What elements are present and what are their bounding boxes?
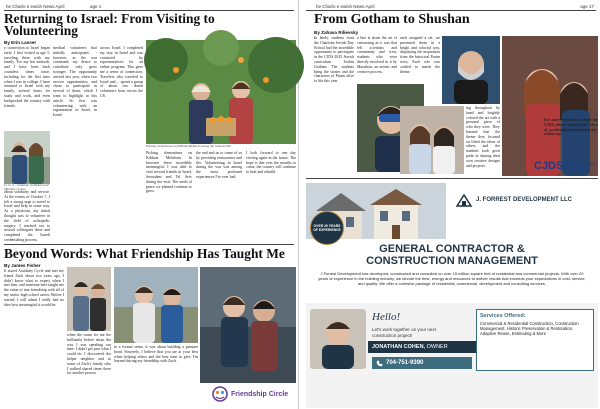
article-headline-line2: Volunteering xyxy=(4,23,78,38)
cjds-abbr: CJDS xyxy=(534,160,564,172)
header-rule xyxy=(306,10,596,11)
photo-outdoor-friends xyxy=(114,267,198,343)
friendship-circle-icon xyxy=(212,386,228,402)
cjds-name-line2: Day School xyxy=(565,166,586,171)
jf-logo-icon xyxy=(456,193,472,207)
contractor-advertisement xyxy=(306,178,598,408)
more-info: For more information about the CJDS, please contact Gail Cohen at g.cohen@charlottejewish-day-school.org. xyxy=(544,118,598,137)
owner-title: OWNER xyxy=(426,344,448,350)
article-column-4: ing throughout by hand and brightly colored the art with a personal piece of who they were. They learned that the theme they focused on lifted the ideas of others and the students took great pride in sharing their own creative designs and projects. xyxy=(466,106,500,168)
experience-seal xyxy=(310,211,344,245)
phone-number: 704-751-9390 xyxy=(386,360,424,366)
friendship-circle-logo xyxy=(212,386,288,402)
page-header-left: he Charlo e ewish News April xyxy=(316,4,375,9)
article2-column-2: when the cause for me the brilliantly before about the way I was speaking our time. I didn't get past what I could do. I discovered the helper neighbor and as some of Zach's family who I walked shared times there for another person. xyxy=(67,333,111,376)
article2-headline: Beyond Words: What Friendship Has Taught Me xyxy=(4,246,285,261)
owner-photo xyxy=(310,309,366,369)
greeting: Hello! xyxy=(372,311,401,323)
services-list: Commercial & Residential Construction, Construction Management, Historic Preservation & Restoration, Adaptive Reuse, Estimating & More xyxy=(480,321,579,337)
ad-contact-block xyxy=(306,303,598,408)
photo-two-people xyxy=(4,131,50,184)
services-heading: Services Offered: xyxy=(480,313,526,319)
photo-older-man xyxy=(442,36,500,104)
owner-bar xyxy=(368,341,476,353)
article-column-2: medical volunteers that initially anticipated, - however, as the war continued, my desire to contribute only grew stronger. The opportunity arrived last year, when two service opportunities, and chose to participate in several of them, which I want to highlight in this article. So first was volunteering with an organization in Israel, in Israel. xyxy=(53,46,97,118)
cjds-logo xyxy=(534,160,595,172)
left-page xyxy=(0,0,299,409)
right-page xyxy=(302,0,600,409)
byline: By Zahava Rilievsky xyxy=(314,30,359,35)
section-divider xyxy=(4,244,294,245)
article-column-1: In lately, students from the Charlotte Jewish Day School had the incredible opportunity to participate in the CJDS 2025 Jewish curriculum Jordan Gotham. The students bring the stories and the characters of Purim alive to life this year. xyxy=(314,36,354,84)
photo-clementine-picking xyxy=(146,40,296,144)
seal-line1: OVER 20 YEARS xyxy=(313,224,341,228)
article-column-6: I look forward to one day visiting again in the future. The hope is that over the months to come, the country will continue to heal and rebuild. xyxy=(246,151,296,175)
photo-caption: Lt. to rt.: Jonathan Goldstein and Michelle Crouse xyxy=(4,183,49,191)
article-headline: From Gotham to Shushan xyxy=(314,12,470,27)
article2-byline: By James Fisher xyxy=(4,263,41,268)
page-number: age 1 xyxy=(90,4,102,9)
article-column-5: the end and us to come of us by providing reassurance and life. Volunteering in Israel during the war was among the most profound experiences I've ever had. xyxy=(196,151,242,179)
article-column-1: y connection to Israel began early. I first visited at age 5, traveling there with my family. For my bat mitzvah, and I have been back countless times since, including for the first time when I was in college. I have returned to Israel with my family, several times for study and work, and even backpacked the country with friends. xyxy=(4,46,50,108)
ad-heading xyxy=(306,243,598,267)
company-name: J. FORREST DEVELOPMENT LLC xyxy=(476,197,573,203)
phone-bar[interactable] xyxy=(372,357,472,369)
friendship-circle-name: Friendship Circle xyxy=(231,390,289,398)
article-column-1b: about solidarity and service. At the events of October 7, I felt a strong urge to travel to Israel and help in some way. As a physician, my initial thought was to volunteer in the field of orthopedic surgery. I reached out to several colleagues there and completed the Israeli credentialing process. xyxy=(4,190,50,242)
article-headline: Returning to Israel: From Visiting to xyxy=(4,11,215,26)
ad-body: J Forrest Development has developed, constructed and consulted on over 15 million square feet of residential and commercial projects. With over 20 years of experience in the building industry, we devote the time, energy and resources to deliver results that exceeds your expectations in cost, service, and quality. We offer a cohesive package of residential, commercial, development and consulting services. xyxy=(318,271,586,286)
article-column-4: Picking clementines on Kibbutz Mefalsim. In between these incredibly meaningful, I was able to visit several friends in Israel, Jerusalem and Tel Aviv during the visit. The seeds of peace we planted continue to grow. xyxy=(146,151,192,194)
seal-line2: OF EXPERIENCE xyxy=(313,228,341,232)
ad-heading-line2: CONSTRUCTION MANAGEMENT xyxy=(366,255,538,267)
owner-name: JONATHAN COHEN, xyxy=(372,344,426,350)
contact-intro: Let's work together on your next construction project! xyxy=(372,327,436,338)
page-number: age 17 xyxy=(580,4,594,9)
article-column-3: across Israel. I completed my stay in Israel and was contacted by representatives for an online program. This gave me a sense of connection. Travelers who traveled to Israel and… spend a group of about two dozen volunteers from across the US. xyxy=(100,46,143,98)
byline: By Erin Lasser xyxy=(4,40,37,45)
article2-column-3: in a formal sense, it was about building a genuine bond. Sincerely, I believe that you are at your best when helping others and the best time to give. I'm learned during my friendship with Zach. xyxy=(114,345,198,364)
page-header-left: he Charlo e ewish News April xyxy=(6,4,65,9)
article-column-3: each assigned a set, we presented them in a bright and colorful way, displaying the inspiration from the historical Purim story. Each role was crafted to match the theme. xyxy=(400,36,440,74)
phone-icon xyxy=(376,360,383,367)
ad-heading-line1: GENERAL CONTRACTOR & xyxy=(379,243,525,255)
photo-friends xyxy=(67,267,111,331)
company-logo xyxy=(456,193,572,207)
article2-column-1: It stared Assiduity Cycle and met my friend Zach about two years ago. I didn't know what to expect when I met him, and someone here taught me the value of true friendship with all of my senior high school career. Before I started, I will admit I really had no idea how meaningful it would be. xyxy=(4,269,64,307)
photo-caption-2: Picking clementines on Kibbutz Mefalsim along the Gaza border xyxy=(146,144,232,148)
services-box xyxy=(476,309,594,371)
article-column-2: a line is down the art of canvassing as it was that left scientists and community and crew, students who were directly involved in it by Marathon, an artistic and creative process. xyxy=(357,36,397,74)
cjds-name-line1: Charlotte Jewish xyxy=(565,161,595,166)
photo-girls xyxy=(400,106,464,174)
photo-boys-group xyxy=(200,267,296,383)
